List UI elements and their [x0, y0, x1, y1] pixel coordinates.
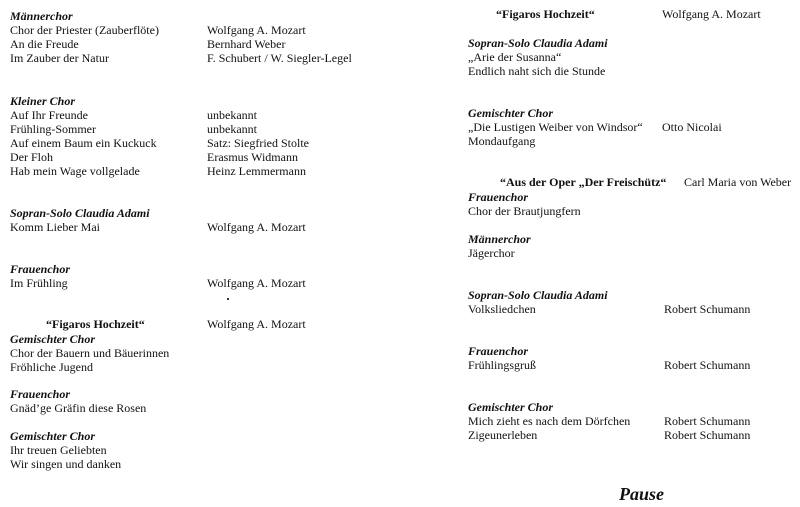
program-item: [468, 358, 798, 372]
program-item: Wir singen und danken: [10, 457, 122, 471]
opera-title-row: [468, 6, 798, 22]
section-heading: Frauenchor: [468, 344, 529, 358]
section-heading: Gemischter Chor: [10, 429, 96, 443]
section-gemischter-chor-figaro: [10, 429, 390, 471]
composer: Robert Schumann: [664, 414, 751, 428]
section-heading: Sopran-Solo Claudia Adami: [468, 288, 608, 302]
section-frauenchor-right: [468, 344, 798, 372]
section-frauenchor-figaro: [10, 387, 390, 415]
program-item: [468, 134, 798, 148]
section-heading: Gemischter Chor: [10, 332, 96, 346]
pause-label: Pause: [619, 484, 664, 504]
composer: Robert Schumann: [664, 302, 751, 316]
piece-title: Mich zieht es nach dem Dörfchen: [468, 414, 631, 428]
program-item: [10, 122, 390, 136]
section-sopran-solo: [10, 206, 390, 234]
piece-title: Mondaufgang: [468, 134, 536, 148]
program-item: Chor der Bauern und Bäuerinnen: [10, 346, 170, 360]
section-heading: Sopran-Solo Claudia Adami: [468, 36, 608, 50]
program-item: [10, 150, 390, 164]
piece-title: Volksliedchen: [468, 302, 536, 316]
program-item: „Arie der Susanna“: [468, 50, 562, 64]
composer: Erasmus Widmann: [207, 150, 298, 164]
program-item: [10, 23, 390, 37]
section-heading: Gemischter Chor: [468, 106, 554, 120]
opera-title-row: [10, 316, 390, 332]
section-kleiner-chor: [10, 94, 390, 178]
section-maennerchor: [10, 9, 390, 65]
composer: Robert Schumann: [664, 358, 751, 372]
stray-dot: [227, 298, 229, 300]
composer: Wolfgang A. Mozart: [207, 317, 306, 331]
composer: unbekannt: [207, 122, 257, 136]
section-heading: Frauenchor: [10, 387, 71, 401]
program-item: Gnäd’ge Gräfin diese Rosen: [10, 401, 147, 415]
piece-title: Auf Ihr Freunde: [10, 108, 88, 122]
section-figaro-left: [10, 316, 390, 374]
piece-title: Hab mein Wage vollgelade: [10, 164, 140, 178]
program-item: Chor der Brautjungfern: [468, 204, 581, 218]
piece-title: Frühling-Sommer: [10, 122, 96, 136]
program-item: [468, 120, 798, 134]
program-item: [10, 108, 390, 122]
composer: Wolfgang A. Mozart: [662, 7, 761, 21]
section-heading: Männerchor: [10, 9, 73, 23]
section-maennerchor-freischuetz: [468, 232, 798, 260]
piece-title: Im Zauber der Natur: [10, 51, 109, 65]
composer: Wolfgang A. Mozart: [207, 220, 306, 234]
program-item: Endlich naht sich die Stunde: [468, 64, 606, 78]
opera-title: “Aus der Oper „Der Freischütz“: [500, 175, 667, 189]
opera-title: “Figaros Hochzeit“: [496, 7, 595, 21]
program-item: [10, 51, 390, 65]
section-gemischter-chor-right: [468, 106, 798, 148]
piece-title: Zigeunerleben: [468, 428, 538, 442]
section-heading: Männerchor: [468, 232, 531, 246]
section-heading: Sopran-Solo Claudia Adami: [10, 206, 150, 220]
program-item: [468, 302, 798, 316]
program-item: Jägerchor: [468, 246, 515, 260]
composer: Robert Schumann: [664, 428, 751, 442]
program-item: Ihr treuen Geliebten: [10, 443, 107, 457]
composer: Wolfgang A. Mozart: [207, 23, 306, 37]
program-item: [10, 37, 390, 51]
opera-title-row: [468, 174, 798, 190]
piece-title: Komm Lieber Mai: [10, 220, 100, 234]
section-figaro-right: [468, 6, 798, 22]
section-freischuetz: [468, 174, 798, 218]
program-item: Fröhliche Jugend: [10, 360, 93, 374]
section-heading: Frauenchor: [468, 190, 529, 204]
piece-title: Im Frühling: [10, 276, 68, 290]
composer: Otto Nicolai: [662, 120, 722, 134]
piece-title: „Die Lustigen Weiber von Windsor“: [468, 120, 643, 134]
composer: Wolfgang A. Mozart: [207, 276, 306, 290]
program-item: [10, 136, 390, 150]
composer: unbekannt: [207, 108, 257, 122]
composer: Bernhard Weber: [207, 37, 286, 51]
composer: F. Schubert / W. Siegler-Legel: [207, 51, 352, 65]
piece-title: Chor der Priester (Zauberflöte): [10, 23, 159, 37]
section-frauenchor: [10, 262, 390, 290]
composer: Carl Maria von Weber: [684, 175, 792, 189]
section-sopran-solo-right: [468, 288, 798, 316]
section-heading: Gemischter Chor: [468, 400, 554, 414]
composer: Heinz Lemmermann: [207, 164, 306, 178]
section-heading: Frauenchor: [10, 262, 71, 276]
piece-title: Frühlingsgruß: [468, 358, 537, 372]
piece-title: Der Floh: [10, 150, 53, 164]
piece-title: An die Freude: [10, 37, 79, 51]
section-sopran-solo-figaro: [468, 36, 798, 78]
section-gemischter-chor-right-2: [468, 400, 798, 442]
program-item: [10, 164, 390, 178]
composer: Satz: Siegfried Stolte: [207, 136, 309, 150]
program-item: [468, 428, 798, 442]
program-item: [10, 276, 390, 290]
opera-title: “Figaros Hochzeit“: [46, 317, 145, 331]
piece-title: Auf einem Baum ein Kuckuck: [10, 136, 157, 150]
section-heading: Kleiner Chor: [10, 94, 76, 108]
program-item: [468, 414, 798, 428]
program-item: [10, 220, 390, 234]
